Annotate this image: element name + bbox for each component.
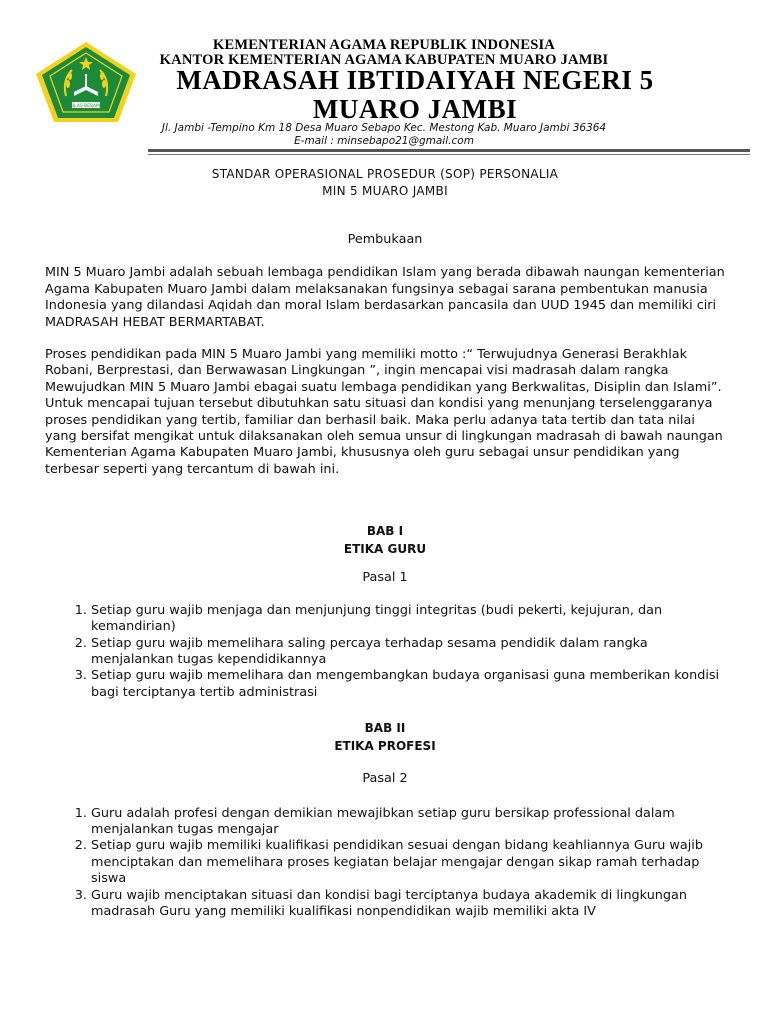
list-item: 1. Setiap guru wajib menjaga dan menjunjung tinggi integritas (budi pekerti, kejujuran, dan kemandirian): [91, 603, 725, 636]
bab1-title: ETIKA GURU: [343, 542, 427, 557]
list-item: 1. Guru adalah profesi dengan demikian mewajibkan setiap guru bersikap professional dalam menjalankan tugas mengajar: [91, 806, 725, 839]
letterhead-ministry: KEMENTERIAN AGAMA REPUBLIK INDONESIA: [213, 37, 555, 53]
bab2-title: ETIKA PROFESI: [334, 739, 436, 754]
letterhead-email: E-mail : minsebapo21@gmail.com: [294, 135, 474, 147]
letterhead-office: KANTOR KEMENTERIAN AGAMA KABUPATEN MUARO JAMBI: [159, 52, 609, 68]
letterhead-rule-thick: [148, 149, 750, 152]
letterhead-school-name: MADRASAH IBTIDAIYAH NEGERI 5 MUARO JAMBI: [176, 65, 654, 124]
logo-motto: IKHLAS BERAMAL: [66, 104, 106, 109]
list-item: 2. Setiap guru wajib memelihara saling percaya terhadap sesama pendidik dalam rangka menjalankan tugas kependidikannya: [91, 636, 725, 669]
letterhead-address: Jl. Jambi -Tempino Km 18 Desa Muaro Sebapo Kec. Mestong Kab. Muaro Jambi 36364: [161, 122, 607, 134]
list-item: 3. Setiap guru wajib memelihara dan mengembangkan budaya organisasi guna memberikan kondisi bagi terciptanya tertib administrasi: [91, 668, 725, 701]
opening-paragraph-1: MIN 5 Muaro Jambi adalah sebuah lembaga pendidikan Islam yang berada dibawah naungan kementerian Agama Kabupaten Muaro Jambi dalam melaksanakan fungsinya sebagai sarana pembentukan manusia Indonesia yang dilandasi Aqidah dan moral Islam berdasarkan pancasila dan UUD 1945 dan memiliki ciri MADRASAH HEBAT BERMARTABAT.: [45, 265, 725, 330]
list-item: 2. Setiap guru wajib memiliki kualifikasi pendidikan sesuai dengan bidang keahliannya Guru wajib menciptakan dan memelihara proses kegiatan belajar mengajar dengan sikap ramah terhadap siswa: [91, 838, 725, 887]
list-item: 3. Guru wajib menciptakan situasi dan kondisi bagi terciptanya budaya akademik di lingkungan madrasah Guru yang memiliki kualifikasi nonpendidikan wajib memiliki akta IV: [91, 888, 725, 921]
pasal1-heading: Pasal 1: [362, 570, 408, 586]
pasal2-list: [45, 806, 725, 921]
letterhead-rule-thin: [148, 154, 750, 155]
document-subtitle: MIN 5 MUARO JAMBI: [322, 184, 448, 198]
opening-paragraph-2: Proses pendidikan pada MIN 5 Muaro Jambi yang memiliki motto :“ Terwujudnya Generasi Berakhlak Robani, Berprestasi, dan Berwawasan Lingkungan ”, ingin mencapai visi madrasah dalam rangka Mewujudkan MIN 5 Muaro Jambi ebagai suatu lembaga pendidikan yang Berkwalitas, Disiplin dan Islami”. Untuk mencapai tujuan tersebut dibutuhkan satu situasi dan kondisi yang menunjang terselenggaranya proses pendidikan yang tertib, familiar dan berhasil baik. Maka perlu adanya tata tertib dan tata nilai yang bersifat mengikat untuk dilaksanakan oleh semua unsur di lingkungan madrasah di bawah naungan Kementerian Agama Kabupaten Muaro Jambi, khususnya oleh guru sebagai unsur pendidikan yang terbesar seperti yang tercantum di bawah ini.: [45, 347, 723, 477]
bab1-label: BAB I: [366, 524, 404, 539]
document-body: [45, 166, 725, 920]
bab2-label: BAB II: [364, 721, 406, 736]
pasal1-list: [45, 603, 725, 701]
pasal2-heading: Pasal 2: [362, 771, 408, 787]
opening-heading: Pembukaan: [347, 232, 423, 247]
document-title: STANDAR OPERASIONAL PROSEDUR (SOP) PERSONALIA: [211, 167, 559, 181]
